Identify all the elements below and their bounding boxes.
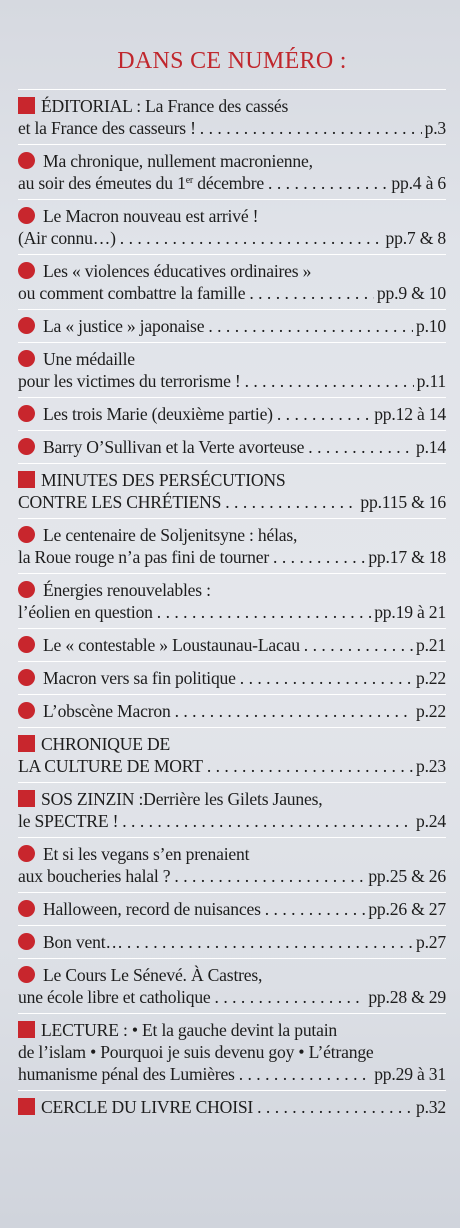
dot-leader — [127, 931, 413, 953]
page-number: p.21 — [416, 635, 446, 655]
dot-leader — [265, 898, 366, 920]
toc-entry — [18, 397, 446, 430]
page-number: p.22 — [416, 668, 446, 688]
toc-entry-line — [18, 755, 446, 777]
toc-entry-line — [18, 931, 446, 953]
dot-leader — [120, 227, 383, 249]
toc-entry-line — [18, 95, 446, 117]
toc-entry-text: de l’islam • Pourquoi je suis devenu goy • L’étrange — [18, 1042, 374, 1062]
toc-entry-text: ÉDITORIAL : La France des cassés — [18, 95, 288, 117]
dot-leader — [277, 403, 371, 425]
toc-entry-line — [18, 436, 446, 458]
toc-entry-text: MINUTES DES PERSÉCUTIONS — [18, 469, 285, 491]
toc-entry — [18, 89, 446, 144]
toc-entry-text: L’obscène Macron — [18, 700, 171, 722]
toc-entry — [18, 463, 446, 518]
toc-entry-line — [18, 469, 446, 491]
dot-leader — [239, 1063, 372, 1085]
toc-entry-text: Le centenaire de Soljenitsyne : hélas, — [18, 524, 297, 546]
toc-entry-text: aux boucheries halal ? — [18, 866, 171, 886]
toc-entry-text: une école libre et catholique — [18, 987, 211, 1007]
toc-entry — [18, 694, 446, 727]
toc-entry — [18, 782, 446, 837]
dot-leader — [200, 117, 422, 139]
toc-entry-line — [18, 601, 446, 623]
toc-entry — [18, 727, 446, 782]
dot-leader — [225, 491, 357, 513]
red-square-bullet-icon — [18, 471, 35, 488]
toc-entry-line — [18, 733, 446, 755]
page-number: pp.7 & 8 — [385, 228, 446, 248]
toc-entry-text: La « justice » japonaise — [18, 315, 204, 337]
red-square-bullet-icon — [18, 735, 35, 752]
page-number: pp.29 à 31 — [374, 1064, 446, 1084]
toc-entry-text: l’éolien en question — [18, 602, 153, 622]
toc-entry-text: Le Cours Le Sénevé. À Castres, — [18, 964, 262, 986]
table-of-contents — [18, 89, 446, 1123]
dot-leader — [245, 370, 414, 392]
toc-entry — [18, 925, 446, 958]
dot-leader — [215, 986, 366, 1008]
toc-entry-line — [18, 843, 446, 865]
toc-entry-text: et la France des casseurs ! — [18, 118, 196, 138]
toc-entry — [18, 342, 446, 397]
toc-entry — [18, 144, 446, 199]
page-title: DANS CE NUMÉRO : — [117, 48, 347, 74]
toc-entry-line — [18, 898, 446, 920]
dot-leader — [249, 282, 374, 304]
page-number: pp.25 & 26 — [368, 866, 446, 886]
toc-entry-line — [18, 172, 446, 194]
toc-entry-text: Les trois Marie (deuxième partie) — [18, 403, 273, 425]
dot-leader — [304, 634, 413, 656]
page-number: p.32 — [416, 1097, 446, 1117]
toc-entry-text: CONTRE LES CHRÉTIENS — [18, 492, 222, 512]
red-circle-bullet-icon — [18, 526, 35, 543]
page-number: pp.19 à 21 — [374, 602, 446, 622]
toc-entry — [18, 199, 446, 254]
toc-entry-line — [18, 964, 446, 986]
toc-entry-line — [18, 1096, 446, 1118]
dot-leader — [308, 436, 413, 458]
red-circle-bullet-icon — [18, 405, 35, 422]
toc-entry — [18, 661, 446, 694]
toc-entry-text: Ma chronique, nullement macronienne, — [18, 150, 313, 172]
toc-entry-text: CHRONIQUE DE — [18, 733, 170, 755]
red-square-bullet-icon — [18, 97, 35, 114]
page-number: p.27 — [416, 932, 446, 952]
page-number: pp.9 & 10 — [376, 283, 446, 303]
toc-entry-text: Les « violences éducatives ordinaires » — [18, 260, 311, 282]
toc-entry-line — [18, 150, 446, 172]
toc-entry-text: Barry O’Sullivan et la Verte avorteuse — [18, 436, 304, 458]
dot-leader — [207, 755, 413, 777]
dot-leader — [157, 601, 371, 623]
red-circle-bullet-icon — [18, 317, 35, 334]
toc-entry-line — [18, 348, 446, 370]
red-circle-bullet-icon — [18, 207, 35, 224]
dot-leader — [273, 546, 365, 568]
toc-entry-text: Le « contestable » Loustaunau-Lacau — [18, 634, 300, 656]
red-circle-bullet-icon — [18, 900, 35, 917]
toc-entry-line — [18, 260, 446, 282]
page-number: pp.26 & 27 — [368, 899, 446, 919]
page-number: pp.17 & 18 — [368, 547, 446, 567]
toc-entry-text: Une médaille — [18, 348, 135, 370]
page-number: p.24 — [416, 811, 446, 831]
page-number: p.23 — [416, 756, 446, 776]
toc-entry-line — [18, 865, 446, 887]
toc-entry-text: Et si les vegans s’en prenaient — [18, 843, 249, 865]
toc-entry-text: CERCLE DU LIVRE CHOISI — [18, 1096, 253, 1118]
toc-entry-line — [18, 667, 446, 689]
red-circle-bullet-icon — [18, 581, 35, 598]
dot-leader — [208, 315, 413, 337]
toc-entry-line — [18, 1019, 446, 1041]
toc-entry — [18, 892, 446, 925]
toc-entry-line — [18, 579, 446, 601]
page-number: p.14 — [416, 437, 446, 457]
red-circle-bullet-icon — [18, 152, 35, 169]
toc-entry-line — [18, 282, 446, 304]
page-number: pp.4 à 6 — [391, 173, 446, 193]
dot-leader — [174, 865, 365, 887]
toc-entry-line — [18, 315, 446, 337]
red-circle-bullet-icon — [18, 933, 35, 950]
red-square-bullet-icon — [18, 1021, 35, 1038]
toc-entry-line — [18, 810, 446, 832]
toc-entry-line — [18, 524, 446, 546]
toc-entry-line — [18, 546, 446, 568]
dot-leader — [257, 1096, 413, 1118]
red-circle-bullet-icon — [18, 438, 35, 455]
toc-entry-text: LECTURE : • Et la gauche devint la putain — [18, 1019, 337, 1041]
toc-entry-line — [18, 700, 446, 722]
red-circle-bullet-icon — [18, 636, 35, 653]
toc-entry-text: Bon vent… — [18, 931, 123, 953]
toc-entry — [18, 628, 446, 661]
red-circle-bullet-icon — [18, 845, 35, 862]
toc-entry — [18, 1013, 446, 1090]
toc-entry-text: (Air connu…) — [18, 228, 116, 248]
toc-entry — [18, 1090, 446, 1123]
toc-entry-text: Halloween, record de nuisances — [18, 898, 261, 920]
dot-leader — [240, 667, 413, 689]
toc-entry-line — [18, 117, 446, 139]
red-circle-bullet-icon — [18, 966, 35, 983]
toc-entry-line — [18, 788, 446, 810]
toc-entry — [18, 518, 446, 573]
toc-entry — [18, 837, 446, 892]
toc-entry-line — [18, 205, 446, 227]
toc-entry — [18, 573, 446, 628]
toc-entry-text: SOS ZINZIN :Derrière les Gilets Jaunes, — [18, 788, 322, 810]
page-number: p.10 — [416, 316, 446, 336]
red-square-bullet-icon — [18, 790, 35, 807]
toc-entry-line — [18, 986, 446, 1008]
toc-entry-text: la Roue rouge n’a pas fini de tourner — [18, 547, 270, 567]
toc-entry-text: LA CULTURE DE MORT — [18, 756, 203, 776]
toc-entry — [18, 309, 446, 342]
toc-entry — [18, 958, 446, 1013]
red-circle-bullet-icon — [18, 702, 35, 719]
toc-entry-line — [18, 370, 446, 392]
page-number: p.11 — [416, 371, 446, 391]
toc-entry-text: Énergies renouvelables : — [18, 579, 211, 601]
dot-leader — [122, 810, 413, 832]
red-circle-bullet-icon — [18, 350, 35, 367]
toc-entry-line — [18, 1041, 446, 1063]
dot-leader — [268, 172, 388, 194]
page-number: pp.115 & 16 — [360, 492, 446, 512]
toc-entry-text: au soir des émeutes du 1er décembre — [18, 173, 265, 193]
red-square-bullet-icon — [18, 1098, 35, 1115]
toc-entry-text: le SPECTRE ! — [18, 811, 119, 831]
toc-entry-text: ou comment combattre la famille — [18, 283, 246, 303]
toc-entry — [18, 254, 446, 309]
page-number: p.3 — [424, 118, 446, 138]
toc-entry-line — [18, 227, 446, 249]
toc-entry-text: humanisme pénal des Lumières — [18, 1064, 235, 1084]
toc-entry-line — [18, 403, 446, 425]
dot-leader — [175, 700, 413, 722]
toc-entry-text: Le Macron nouveau est arrivé ! — [18, 205, 258, 227]
red-circle-bullet-icon — [18, 669, 35, 686]
toc-entry-line — [18, 634, 446, 656]
red-circle-bullet-icon — [18, 262, 35, 279]
toc-entry-line — [18, 491, 446, 513]
page-number: pp.28 & 29 — [368, 987, 446, 1007]
toc-entry-text: pour les victimes du terrorisme ! — [18, 371, 241, 391]
toc-entry-line — [18, 1063, 446, 1085]
page-number: p.22 — [416, 701, 446, 721]
page-number: pp.12 à 14 — [374, 404, 446, 424]
toc-entry — [18, 430, 446, 463]
toc-entry-text: Macron vers sa fin politique — [18, 667, 236, 689]
